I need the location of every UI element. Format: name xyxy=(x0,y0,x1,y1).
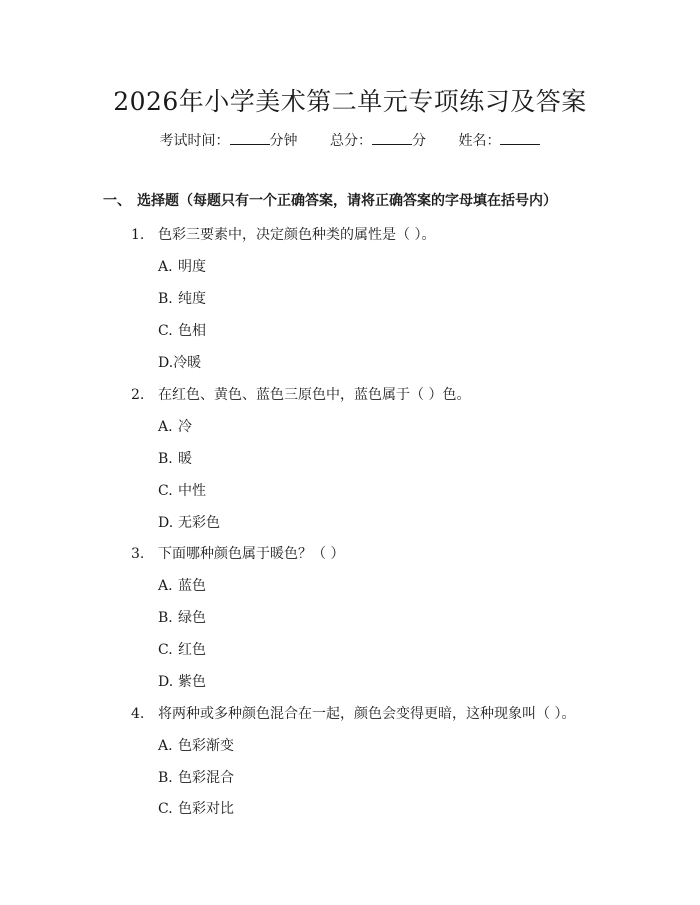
page-title: 2026年小学美术第二单元专项练习及答案 xyxy=(113,87,587,116)
option-letter: C. xyxy=(158,483,173,499)
student-name-label: 姓名： xyxy=(458,133,501,149)
option-1c xyxy=(158,320,206,340)
option-text: 暖 xyxy=(178,451,192,467)
option-letter: B. xyxy=(158,610,173,626)
option-3d xyxy=(158,671,206,691)
section-title: 选择题（每题只有一个正确答案，请将正确答案的字母填在括号内） xyxy=(137,193,557,209)
option-1d xyxy=(158,352,201,372)
option-letter: D. xyxy=(158,515,174,531)
option-4c xyxy=(158,798,234,818)
option-text: 纯度 xyxy=(178,291,206,307)
exam-info-line xyxy=(0,130,700,150)
option-letter: C. xyxy=(158,801,173,817)
exam-time-blank xyxy=(230,130,270,145)
option-letter: B. xyxy=(158,451,173,467)
option-3b xyxy=(158,607,206,627)
total-score-label: 总分： xyxy=(330,133,372,149)
option-letter: B. xyxy=(158,291,173,307)
option-text: 红色 xyxy=(178,642,206,658)
question-number: 4. xyxy=(131,706,145,722)
option-text: 无彩色 xyxy=(178,515,220,531)
option-letter: D. xyxy=(158,355,174,371)
option-2d xyxy=(158,512,220,532)
option-1a xyxy=(158,256,206,276)
exam-time-field xyxy=(160,130,298,150)
option-4a xyxy=(158,735,234,755)
exam-time-unit: 分钟 xyxy=(269,133,298,149)
option-1b xyxy=(158,288,206,308)
option-letter: A. xyxy=(158,578,173,594)
option-text: 绿色 xyxy=(178,610,206,626)
question-text: 将两种或多种颜色混合在一起，颜色会变得更暗，这种现象叫（ ）。 xyxy=(158,706,576,722)
question-number: 1. xyxy=(131,227,145,243)
option-text: 色彩混合 xyxy=(178,770,234,786)
student-name-field xyxy=(458,130,540,150)
option-4b xyxy=(158,767,234,787)
question-4 xyxy=(131,703,575,723)
question-1 xyxy=(131,224,435,244)
option-text: 冷暖 xyxy=(173,355,202,371)
section-heading xyxy=(103,190,557,210)
option-text: 色相 xyxy=(178,323,206,339)
option-letter: C. xyxy=(158,642,173,658)
option-letter: A. xyxy=(158,259,173,275)
question-text: 色彩三要素中，决定颜色种类的属性是（ ）。 xyxy=(158,227,436,243)
option-letter: B. xyxy=(158,770,173,786)
question-text: 在红色、黄色、蓝色三原色中，蓝色属于（ ）色。 xyxy=(158,387,471,403)
question-text: 下面哪种颜色属于暖色？（ ） xyxy=(158,546,345,562)
option-text: 中性 xyxy=(178,483,206,499)
exam-time-label: 考试时间： xyxy=(159,133,230,149)
option-letter: A. xyxy=(158,419,173,435)
question-number: 3. xyxy=(131,546,145,562)
option-2b xyxy=(158,448,192,468)
option-text: 色彩对比 xyxy=(178,801,234,817)
option-3c xyxy=(158,639,206,659)
total-score-unit: 分 xyxy=(412,133,426,149)
option-text: 冷 xyxy=(178,419,192,435)
option-text: 明度 xyxy=(178,259,206,275)
question-3 xyxy=(131,543,344,563)
question-number: 2. xyxy=(131,387,145,403)
total-score-field xyxy=(330,130,426,150)
option-2a xyxy=(158,416,192,436)
option-letter: A. xyxy=(158,738,173,754)
option-text: 紫色 xyxy=(178,674,206,690)
student-name-blank xyxy=(500,130,540,145)
total-score-blank xyxy=(372,130,412,145)
option-letter: C. xyxy=(158,323,173,339)
option-3a xyxy=(158,575,206,595)
option-letter: D. xyxy=(158,674,174,690)
option-2c xyxy=(158,480,206,500)
question-2 xyxy=(131,384,470,404)
option-text: 蓝色 xyxy=(178,578,206,594)
option-text: 色彩渐变 xyxy=(178,738,234,754)
section-number: 一、 xyxy=(103,193,131,209)
